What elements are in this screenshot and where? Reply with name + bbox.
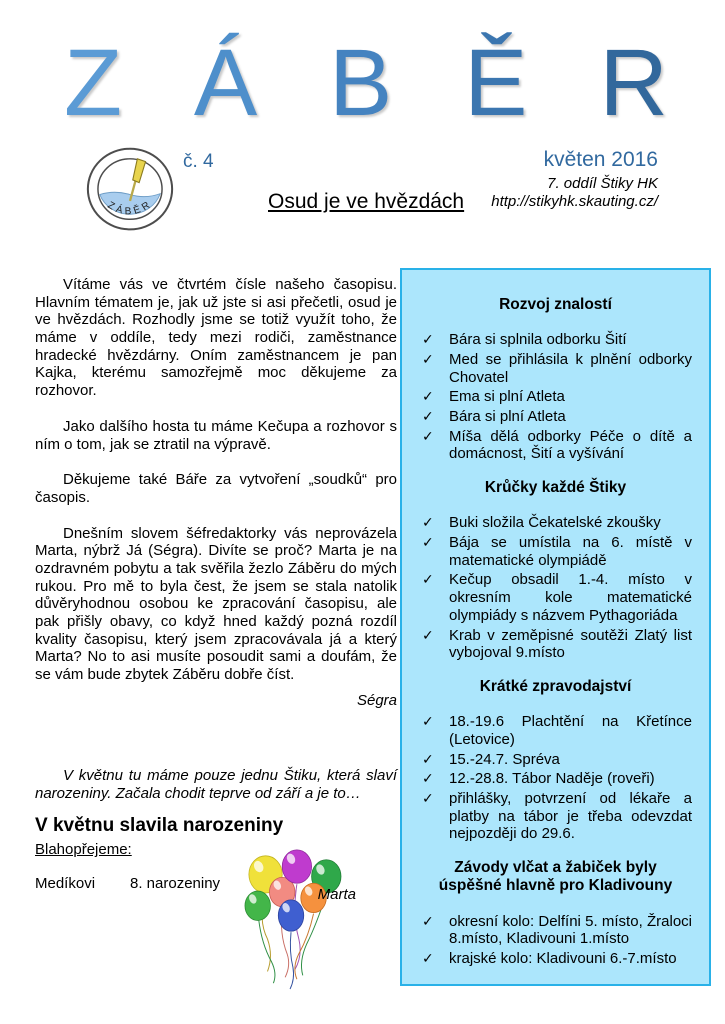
check-icon: ✓ xyxy=(422,427,434,444)
balloons-clipart xyxy=(238,846,346,991)
masthead-title xyxy=(64,30,668,136)
section-heading: Závody vlčat a žabiček byly úspěšné hlavně pro Kladivouny xyxy=(438,858,673,895)
list-item xyxy=(419,627,692,662)
check-icon: ✓ xyxy=(422,770,434,787)
zaber-logo xyxy=(84,146,176,233)
birthday-event: 8. narozeniny xyxy=(130,874,221,892)
list-item-text: Bára si splnila odborku Šití xyxy=(449,331,627,349)
list-item-text: Buki složila Čekatelské zkoušky xyxy=(449,514,661,532)
masthead-letter: Z xyxy=(64,30,123,136)
issue-date: květen 2016 xyxy=(543,148,658,171)
header-right-block xyxy=(491,147,658,211)
section-list xyxy=(419,514,692,662)
masthead-letter: R xyxy=(599,30,668,136)
check-icon: ✓ xyxy=(422,350,434,367)
check-icon: ✓ xyxy=(422,408,434,425)
check-icon: ✓ xyxy=(422,949,434,966)
birthday-name: Medíkovi xyxy=(35,874,96,892)
svg-text:ZÁBĚR: ZÁBĚR xyxy=(105,198,155,218)
list-item-text: 12.-28.8. Tábor Naděje (roveři) xyxy=(449,770,655,788)
paddle-badge-icon xyxy=(84,146,176,233)
check-icon: ✓ xyxy=(422,626,434,643)
list-item xyxy=(419,950,692,968)
section-list xyxy=(419,331,692,463)
check-icon: ✓ xyxy=(422,534,434,551)
sidebar-section xyxy=(419,479,692,662)
list-item xyxy=(419,790,692,843)
section-list xyxy=(419,713,692,843)
list-item-text: 15.-24.7. Spréva xyxy=(449,750,560,768)
sidebar-section xyxy=(419,678,692,843)
list-item xyxy=(419,913,692,948)
list-item-text: 18.-19.6 Plachtění na Křetínce (Letovice) xyxy=(449,713,692,748)
list-item-text: Bája se umístila na 6. místě v matematické olympiádě xyxy=(449,534,692,569)
check-icon: ✓ xyxy=(422,514,434,531)
list-item xyxy=(419,534,692,569)
list-item xyxy=(419,428,692,463)
check-icon: ✓ xyxy=(422,789,434,806)
check-icon: ✓ xyxy=(422,388,434,405)
article-paragraph: Dnešním slovem šéfredaktorky vás neprovázela Marta, nýbrž Já (Ségra). Divíte se proč? Marta je na ozdravném pobytu a tak svěřila žezlo Záběru do mých rukou. Pro mě to byla čest, že jsem se stala natolik důvěryhodnou osobou ke zpracování časopisu, ale pak přišly obavy, co když hned každý pozná rozdíl kvality časopisu, který jsem zpracovávala já a který Marta? No to asi musíte posoudit sami a doufám, že se vám bude zbytek Záběru dobře číst. xyxy=(35,524,397,684)
list-item-text: Míša dělá odborky Péče o dítě a domácnost, Šití a vyšívání xyxy=(449,427,692,463)
list-item-text: přihlášky, potvrzení od lékaře a platby na tábor je třeba odevzdat nejpozději do 29.6. xyxy=(449,789,692,843)
news-sidebar-box xyxy=(400,268,711,986)
balloons-icon xyxy=(238,846,346,991)
masthead-letter: B xyxy=(329,30,393,136)
sidebar-section xyxy=(419,296,692,463)
list-item-text: okresní kolo: Delfíni 5. místo, Žraloci 8.místo, Kladivouni 1.místo xyxy=(449,912,692,948)
section-heading: Rozvoj znalostí xyxy=(499,296,612,313)
masthead-letter: Ě xyxy=(464,30,528,136)
article-paragraph: Děkujeme také Báře za vytvoření „soudků“ pro časopis. xyxy=(35,471,397,506)
article-paragraph: Jako dalšího hosta tu máme Kečupa a rozhovor s ním o tom, jak se ztratil na výpravě. xyxy=(35,417,397,453)
list-item-text: Krab v zeměpisné soutěži Zlatý list vybojoval 9.místo xyxy=(449,626,692,662)
editor-signature: Ségra xyxy=(356,691,397,709)
list-item xyxy=(419,571,692,624)
troop-url: http://stikyhk.skauting.cz/ xyxy=(491,193,658,211)
birthday-heading: V květnu slavila narozeniny xyxy=(35,814,284,836)
congrats-label: Blahopřejeme: xyxy=(35,841,132,859)
editorial-column xyxy=(35,276,397,893)
list-item xyxy=(419,388,692,406)
masthead-letter: Á xyxy=(193,30,258,136)
list-item-text: Kečup obsadil 1.-4. místo v okresním kole matematické olympiády s názvem Pythagoriáda xyxy=(449,571,692,624)
sidebar-section xyxy=(419,859,692,968)
list-item xyxy=(419,351,692,386)
check-icon: ✓ xyxy=(422,750,434,767)
list-item-text: Ema si plní Atleta xyxy=(449,388,565,406)
check-icon: ✓ xyxy=(422,713,434,730)
list-item xyxy=(419,751,692,769)
birthday-intro-note: V květnu tu máme pouze jednu Štiku, která slaví narozeniny. Začala chodit teprve od září a je to… xyxy=(35,767,397,803)
list-item-text: Med se přihlásila k plnění odborky Chovatel xyxy=(449,350,692,386)
issue-theme-title: Osud je ve hvězdách xyxy=(268,190,465,213)
list-item xyxy=(419,770,692,788)
section-list xyxy=(419,913,692,968)
issue-number: č. 4 xyxy=(183,151,214,172)
list-item xyxy=(419,331,692,349)
list-item-text: Bára si plní Atleta xyxy=(449,408,566,426)
check-icon: ✓ xyxy=(422,571,434,588)
check-icon: ✓ xyxy=(422,331,434,348)
section-heading: Krůčky každé Štiky xyxy=(484,479,627,497)
check-icon: ✓ xyxy=(422,912,434,929)
list-item xyxy=(419,713,692,748)
list-item xyxy=(419,514,692,532)
birthday-signature: Marta xyxy=(317,886,356,903)
list-item xyxy=(419,408,692,426)
article-paragraph: Vítáme vás ve čtvrtém čísle našeho časopisu. Hlavním tématem je, jak už jste si asi přečetli, osud je ve hvězdách. Rozhodly jsme se totiž využít toho, že máme v oddíle, tedy mezi rodiči, zaměstnance hradecké hvězdárny. Oním zaměstnancem je pan Kajka, kterému samozřejmě moc děkujeme za rozhovor. xyxy=(35,276,397,400)
section-heading: Krátké zpravodajství xyxy=(479,677,632,695)
list-item-text: krajské kolo: Kladivouni 6.-7.místo xyxy=(449,949,677,967)
troop-name: 7. oddíl Štiky HK xyxy=(547,175,658,193)
